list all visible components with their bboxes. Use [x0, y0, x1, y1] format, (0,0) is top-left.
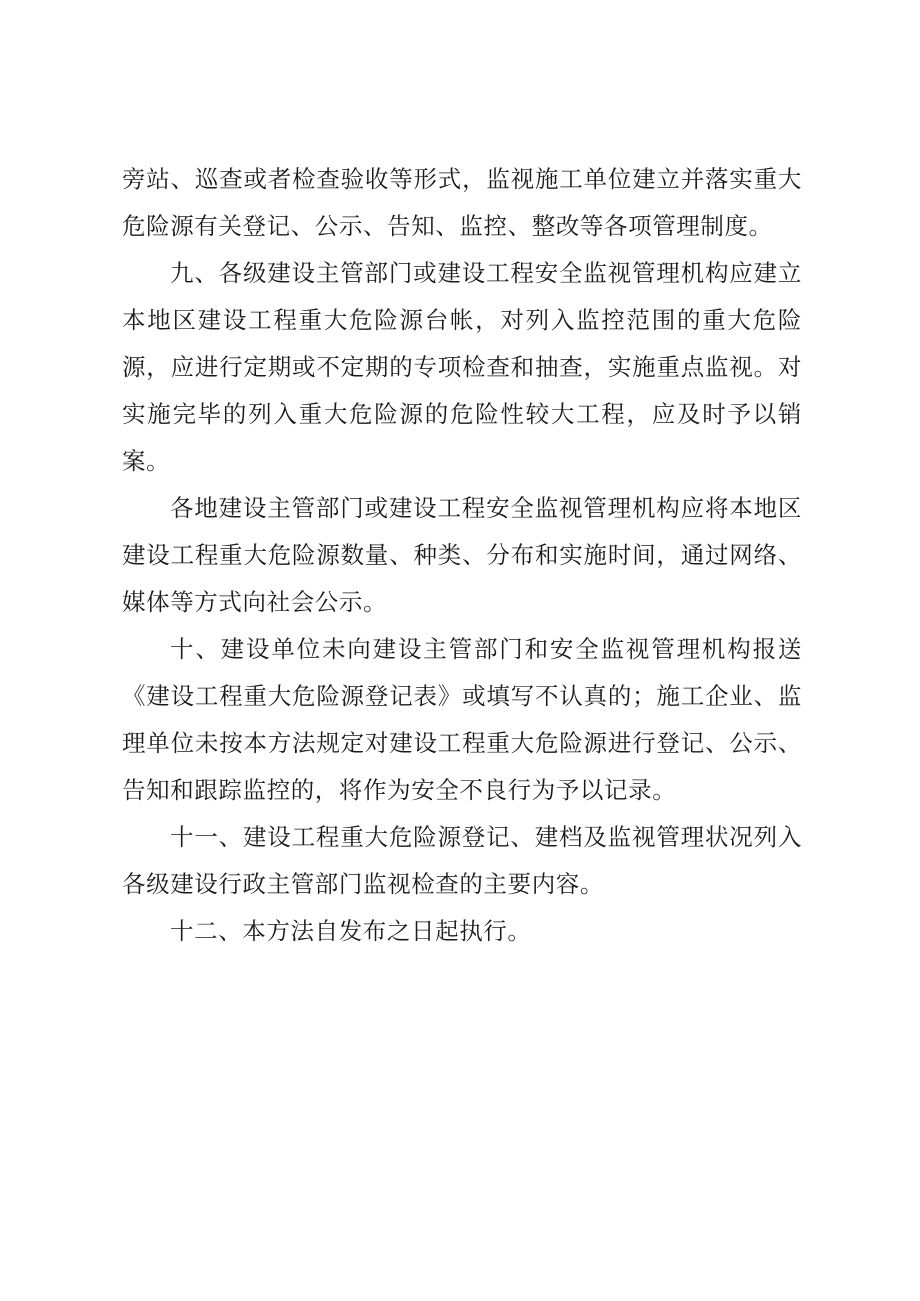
paragraph-item-10: 十、建设单位未向建设主管部门和安全监视管理机构报送《建设工程重大危险源登记表》或填写不认真的；施工企业、监理单位未按本方法规定对建设工程重大危险源进行登记、公示、告知和跟踪监控的，将作为安全不良行为予以记录。 — [122, 635, 802, 804]
paragraph-continuation: 旁站、巡查或者检查验收等形式，监视施工单位建立并落实重大危险源有关登记、公示、告知、监控、整改等各项管理制度。 — [122, 165, 802, 240]
paragraph-public-notice: 各地建设主管部门或建设工程安全监视管理机构应将本地区建设工程重大危险源数量、种类、分布和实施时间，通过网络、媒体等方式向社会公示。 — [122, 494, 802, 616]
paragraph-item-11: 十一、建设工程重大危险源登记、建档及监视管理状况列入各级建设行政主管部门监视检查的主要内容。 — [122, 823, 802, 898]
paragraph-item-12: 十二、本方法自发布之日起执行。 — [170, 917, 532, 945]
paragraph-item-9: 九、各级建设主管部门或建设工程安全监视管理机构应建立本地区建设工程重大危险源台帐，对列入监控范围的重大危险源，应进行定期或不定期的专项检查和抽查，实施重点监视。对实施完毕的列入重大危险源的危险性较大工程，应及时予以销案。 — [122, 259, 802, 475]
document-body — [122, 156, 802, 955]
